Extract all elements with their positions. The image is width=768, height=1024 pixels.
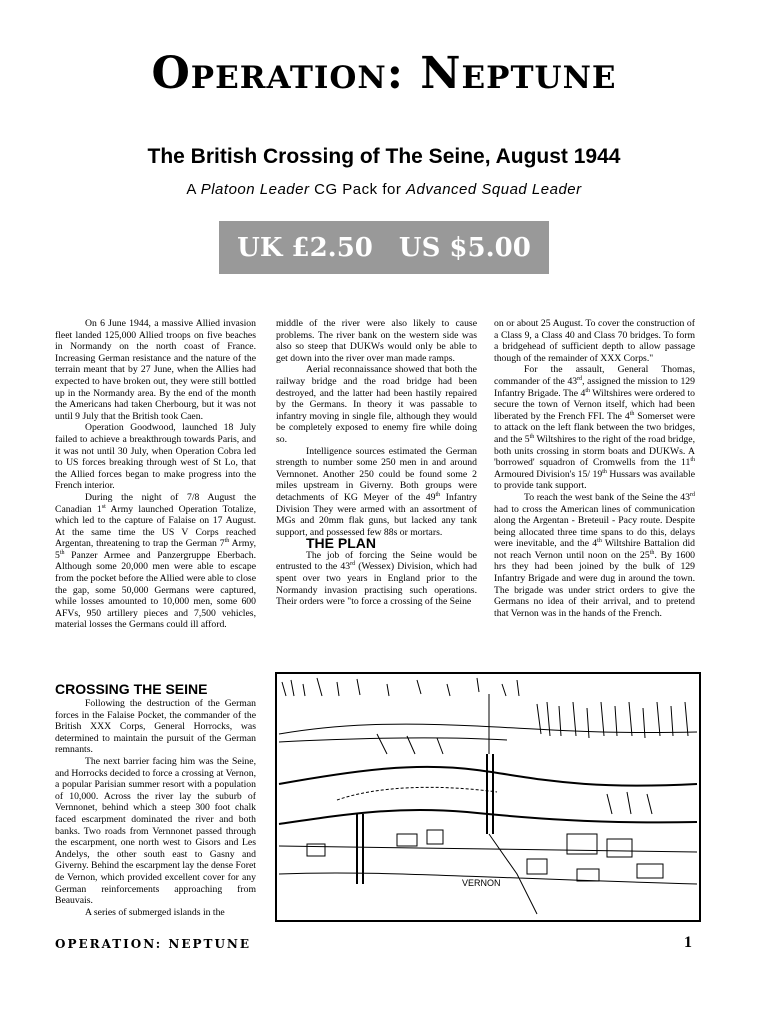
tagline-platoon-leader: Platoon Leader <box>200 181 310 198</box>
column-1 <box>55 318 256 631</box>
vernon-map <box>275 672 701 922</box>
footer-title: OPERATION: NEPTUNE <box>55 937 252 951</box>
paragraph: Intelligence sources estimated the German strength to number some 250 men in and around Vernnonet. Another 250 could be found some 2 miles upstream in Giverny. Both groups were detachments of KG Meyer of the 49th Infantry Division They were armed with an assortment of MGs and 20mm flak guns, but lacked any tank support, and possessed few 88s or mortars. <box>276 445 478 538</box>
paragraph: During the night of 7/8 August the Canadian 1st Army launched Operation Totalize, which led to the capture of Falaise on 17 August. At the same time the US V Corps reached Argentan, threatening to trap the German 7th Army, 5th Panzer Armee and Panzergruppe Eberbach. Although some 20,000 men were able to escape from the pocket before the Allied were able to close the gap, some 50,000 Germans were captured, while losses amounted to 10,000 men, some 600 AFVs, 950 artillery pieces and 7,500 vehicles, material losses the Germans could ill afford. <box>55 491 256 631</box>
paragraph: The job of forcing the Seine would be entrusted to the 43rd (Wessex) Division, which had spent over two years in England prior to the Normandy invasion practising such operations. Their orders were "to force a crossing of the Seine <box>276 549 477 608</box>
paragraph: Following the destruction of the German forces in the Falaise Pocket, the commander of the British XXX Corps, General Horrocks, was determined to maintain the pursuit of the German remnants. <box>55 698 256 756</box>
tagline-mid: CG Pack for <box>309 181 406 198</box>
paragraph: Aerial reconnaissance showed that both the railway bridge and the road bridge had been destroyed, and the latter had been hastily repaired by the Germans. In theory it was passable to infantry moving in single file, although they would be completely exposed to enemy fire while doing so. <box>276 364 477 445</box>
paragraph: The next barrier facing him was the Seine, and Horrocks decided to force a crossing at Vernon, a popular Parisian summer resort with a population of 10,000. Across the river lay the suburb of Vernnonet, behind which a steep 300 foot chalk faced escarpment dominated the river and both banks. Two roads from Vernnonet passed through the escarpment, one north west to Gisors and Les Andelys, the other south east to Gasny and Giverny. Behind the escarpment lay the dense Foret de Vernon, which provided excellent cover for any German reinforcements approaching from Beauvais. <box>55 755 256 907</box>
price-banner <box>219 221 549 274</box>
map-label-vernon: VERNON <box>462 878 501 888</box>
paragraph: For the assault, General Thomas, commander of the 43rd, assigned the mission to 129 Infantry Brigade. The 4th Wiltshires were ordered to secure the town of Vernon itself, which had been liberated by the French FFI. The 4th Somerset were to attack on the left flank between the two bridges, and the 5th Wiltshires to the right of the road bridge, both units crossing in storm boats and DUKWs. A 'borrowed' squadron of Cromwells from the 11th Armoured Division's 15/ 19th Hussars was available to provide tank support. <box>494 364 695 492</box>
map-drawing <box>277 674 699 920</box>
paragraph: To reach the west bank of the Seine the 43rd had to cross the American lines of communication along the Argentan - Breteuil - Pacy route. Despite being allocated three time spans to do this, delays were inevitable, and the 4th Wiltshire Battalion did not reach Vernon until noon on the 25th. By 1600 hrs they had been joined by the bulk of 129 Infantry Brigade and were dug in around the town. The brigade was under strict orders to give the Germans no idea of their arrival, and to pretend that Vernon was in the hands of the French. <box>494 491 696 619</box>
tagline-asl: Advanced Squad Leader <box>406 181 582 198</box>
price-us: US $5.00 <box>398 232 531 263</box>
column-3 <box>494 318 695 619</box>
section-heading-plan: THE PLAN <box>306 535 376 552</box>
page-subtitle: The British Crossing of The Seine, August 1944 <box>147 145 621 168</box>
column-2 <box>276 318 477 608</box>
column-4 <box>55 698 256 918</box>
paragraph: Operation Goodwood, launched 18 July failed to achieve a breakthrough towards Paris, and it was not until 30 July, when Operation Cobra led to US forces breaking through west of St Lo, that the Allied forces began to make progress into the French interior. <box>55 422 256 492</box>
page-number: 1 <box>684 934 692 951</box>
tagline-pre: A <box>186 181 201 198</box>
page-title: Operation: Neptune <box>151 48 617 99</box>
paragraph: A series of submerged islands in the <box>85 906 225 918</box>
paragraph: On 6 June 1944, a massive Allied invasion fleet landed 125,000 Allied troops on five beaches in Normandy on the north coast of France. Increasing German resistance and the nature of the terrain meant that by 27 June, when the Allies had expected to have broken out, they were still bottled up in the Normandy area. By the end of the month the Americans had taken Cherbourg, but it was not until 9 July that the British took Caen. <box>55 318 256 422</box>
section-heading-crossing: CROSSING THE SEINE <box>55 681 208 697</box>
paragraph: on or about 25 August. To cover the construction of a Class 9, a Class 40 and Class 70 bridges. To form a bridgehead of sufficient depth to allow passage though of the remainder of XXX Corps." <box>494 318 695 364</box>
tagline <box>0 181 768 198</box>
price-uk: UK £2.50 <box>237 232 373 263</box>
paragraph: middle of the river were also likely to cause problems. The river bank on the western side was also so steep that DUKWs would only be able to get down into the river over man made ramps. <box>276 318 477 364</box>
